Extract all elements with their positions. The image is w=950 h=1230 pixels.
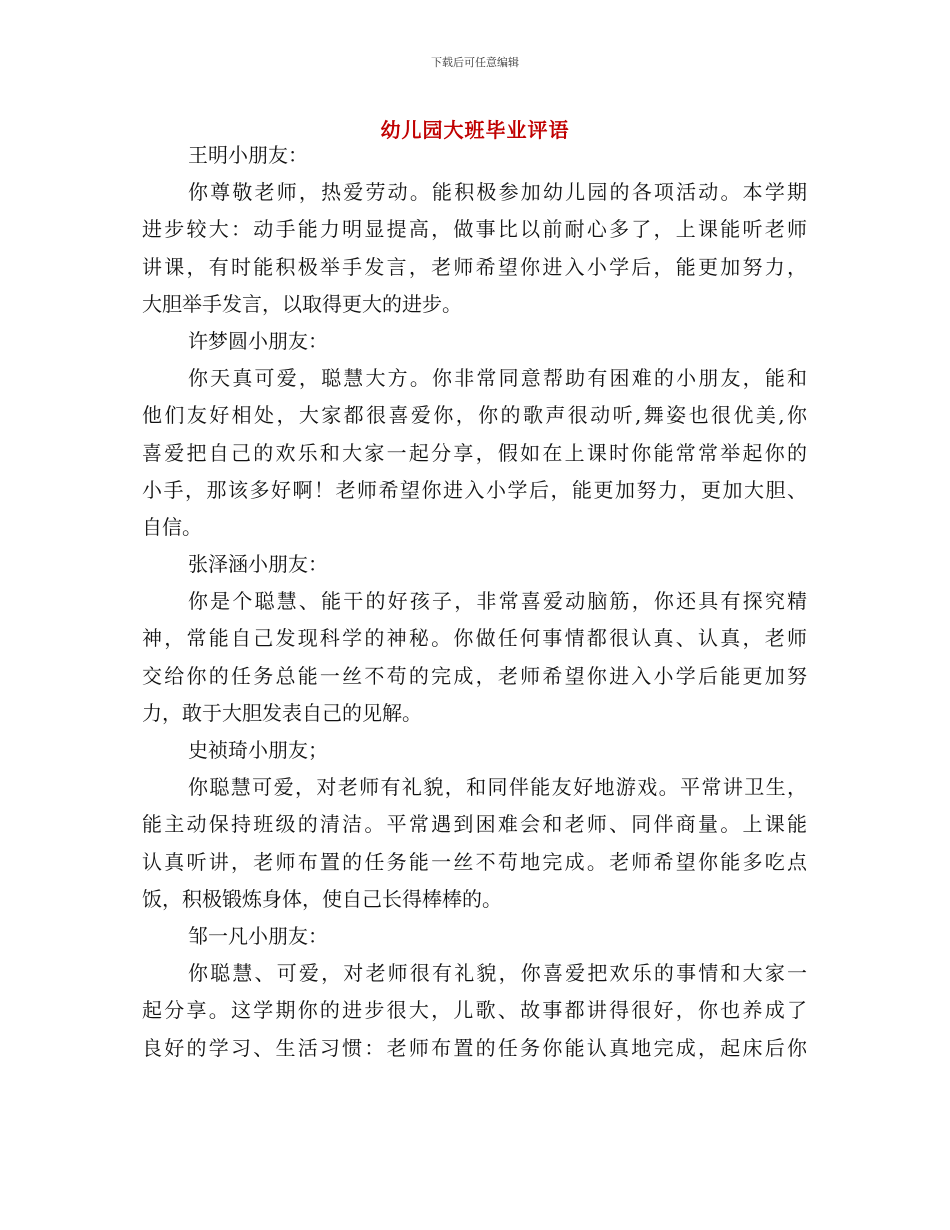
text-line: 许梦圆小朋友： — [188, 328, 328, 353]
text-line: 讲课，有时能积极举手发言，老师希望你进入小学后，能更加努力， — [142, 254, 807, 279]
header-note: 下载后可任意编辑 — [431, 56, 519, 69]
text-line: 张泽涵小朋友： — [188, 552, 328, 577]
text-line: 认真听讲，老师布置的任务能一丝不苟地完成。老师希望你能多吃点 — [142, 849, 807, 874]
text-line: 王明小朋友： — [188, 143, 308, 167]
text-line: 你聪慧、可爱，对老师很有礼貌，你喜爱把欢乐的事情和大家一 — [188, 961, 807, 986]
text-line: 交给你的任务总能一丝不苟的完成，老师希望你进入小学后能更加努 — [142, 663, 807, 688]
text-line: 小手，那该多好啊！老师希望你进入小学后，能更加努力，更加大胆、 — [142, 477, 807, 502]
text-line: 良好的学习、生活习惯：老师布置的任务你能认真地完成，起床后你 — [142, 1035, 807, 1060]
text-line: 起分享。这学期你的进步很大，儿歌、故事都讲得很好，你也养成了 — [142, 998, 807, 1023]
text-line: 神，常能自己发现科学的神秘。你做任何事情都很认真、认真，老师 — [142, 626, 807, 651]
text-line: 他们友好相处，大家都很喜爱你，你的歌声很动听,舞姿也很优美,你 — [142, 403, 807, 428]
document-title: 幼儿园大班毕业评语 — [380, 118, 570, 142]
text-line: 能主动保持班级的清洁。平常遇到困难会和老师、同伴商量。上课能 — [142, 812, 807, 837]
text-line: 自信。 — [142, 514, 202, 539]
text-line: 邹一凡小朋友： — [188, 923, 328, 948]
text-line: 你是个聪慧、能干的好孩子，非常喜爱动脑筋，你还具有探究精 — [188, 589, 807, 614]
text-line: 力，敢于大胆发表自己的见解。 — [142, 700, 422, 725]
text-line: 史祯琦小朋友； — [188, 738, 328, 762]
text-line: 大胆举手发言，以取得更大的进步。 — [142, 291, 462, 316]
text-line: 进步较大：动手能力明显提高，做事比以前耐心多了，上课能听老师 — [142, 217, 807, 242]
text-line: 饭，积极锻炼身体，使自己长得棒棒的。 — [142, 886, 502, 911]
text-line: 你聪慧可爱，对老师有礼貌，和同伴能友好地游戏。平常讲卫生， — [188, 775, 807, 800]
document-body — [142, 137, 807, 1067]
text-line: 喜爱把自己的欢乐和大家一起分享，假如在上课时你能常常举起你的 — [142, 440, 807, 465]
text-line: 你天真可爱，聪慧大方。你非常同意帮助有困难的小朋友，能和 — [188, 366, 807, 391]
text-line: 你尊敬老师，热爱劳动。能积极参加幼儿园的各项活动。本学期 — [188, 180, 807, 205]
